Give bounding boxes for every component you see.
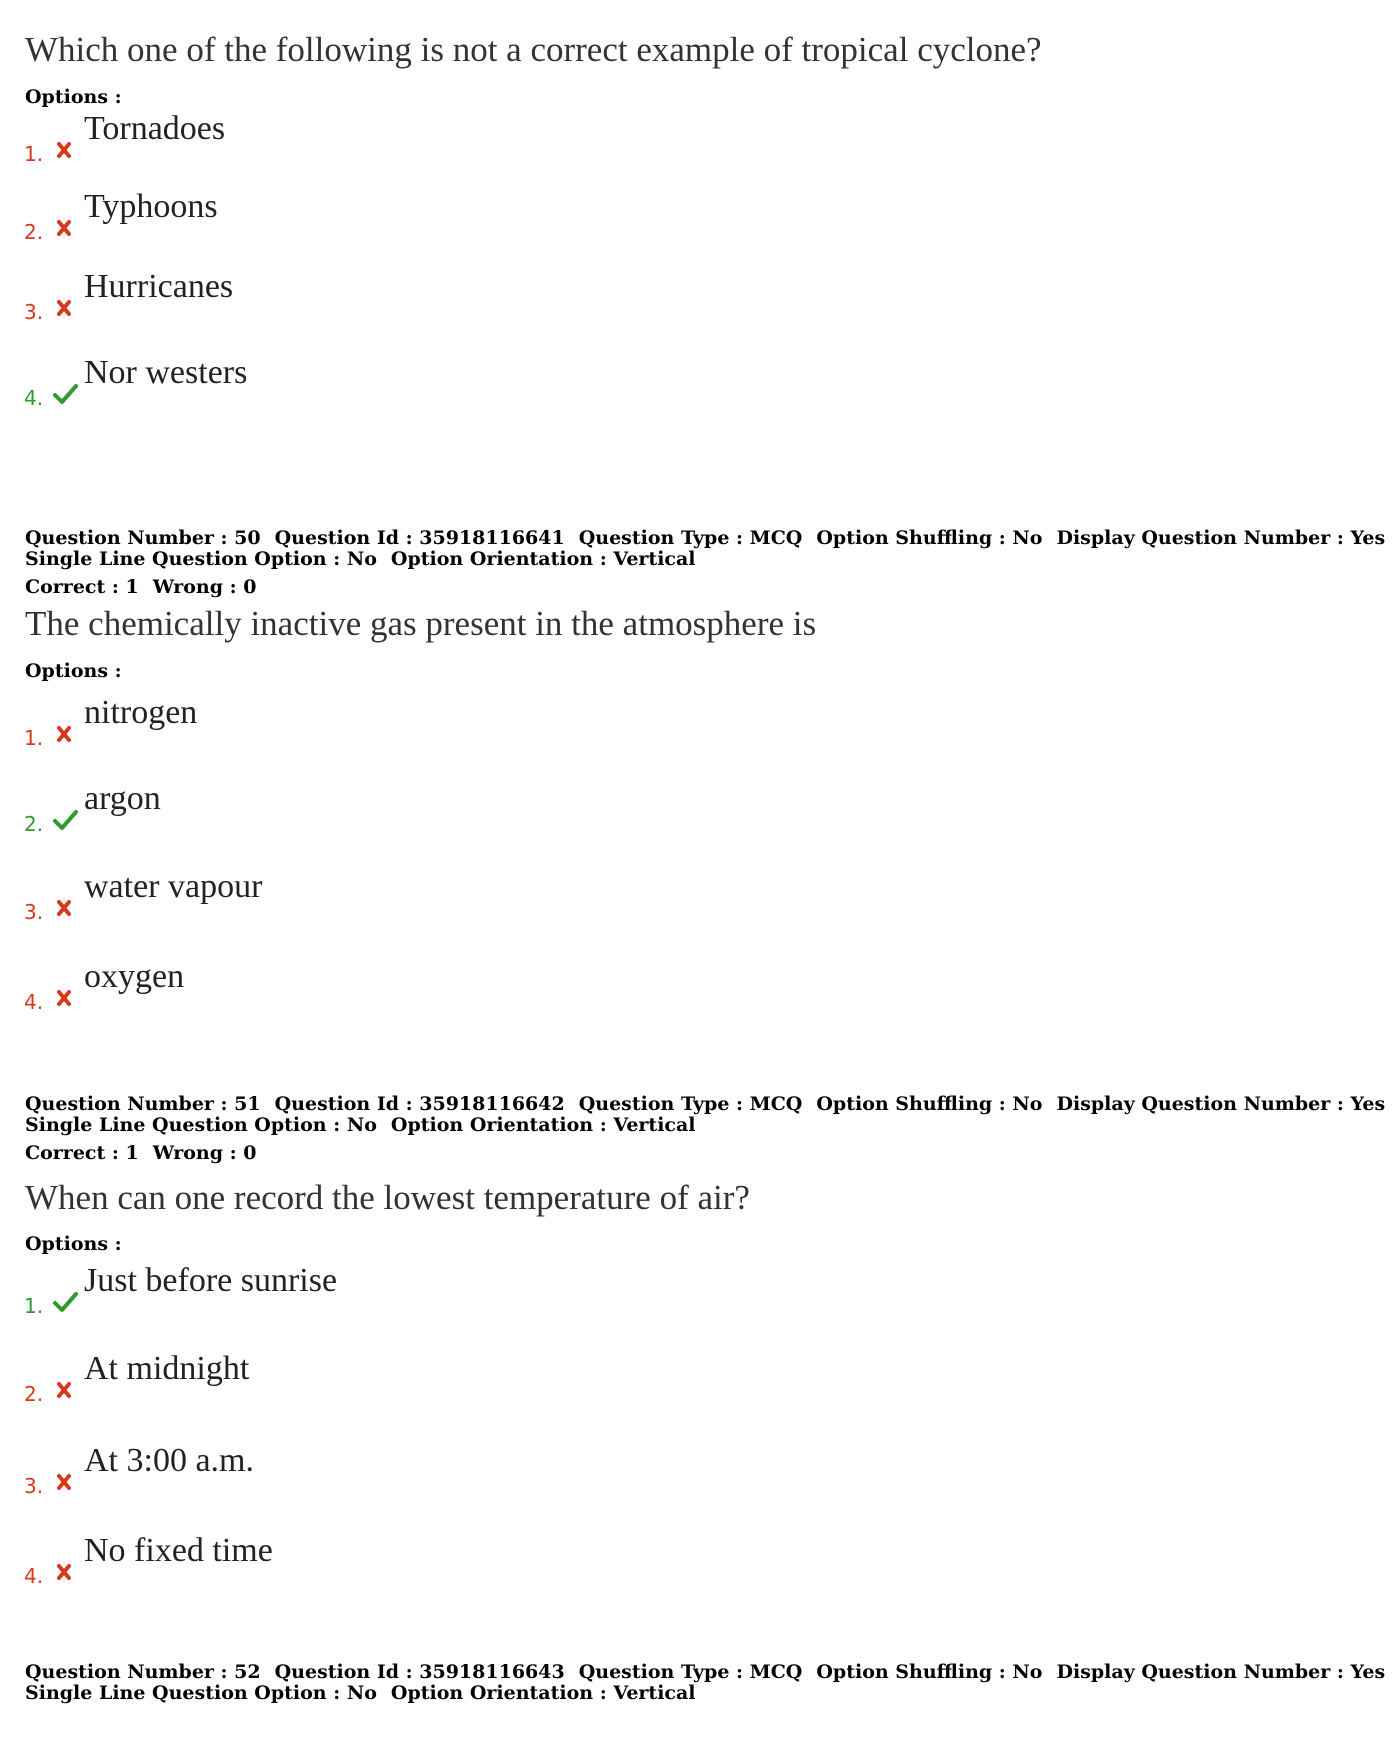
option-item bbox=[22, 868, 622, 928]
option-text: Hurricanes bbox=[84, 268, 234, 305]
option-text: nitrogen bbox=[84, 694, 198, 731]
question-type: Question Type : MCQ bbox=[578, 1661, 803, 1683]
cross-icon bbox=[52, 1470, 78, 1494]
cross-icon bbox=[52, 896, 78, 920]
question-number: Question Number : 50 bbox=[25, 527, 261, 549]
cross-icon bbox=[52, 1560, 78, 1584]
wrong-marks: Wrong : 0 bbox=[152, 1142, 257, 1164]
option-number: 3. bbox=[24, 1474, 44, 1498]
option-text: No fixed time bbox=[84, 1532, 273, 1569]
option-item bbox=[22, 188, 622, 248]
check-icon bbox=[52, 1290, 78, 1314]
option-text: At 3:00 a.m. bbox=[84, 1442, 254, 1479]
cross-icon bbox=[52, 722, 78, 746]
question-meta-line-2 bbox=[25, 549, 710, 570]
cross-icon bbox=[52, 986, 78, 1010]
question-type: Question Type : MCQ bbox=[578, 527, 803, 549]
display-question-number: Display Question Number : Yes bbox=[1056, 527, 1386, 549]
option-item bbox=[22, 354, 622, 414]
question-meta-line-1 bbox=[25, 1094, 1399, 1115]
option-shuffling: Option Shuffling : No bbox=[816, 1093, 1043, 1115]
question-type: Question Type : MCQ bbox=[578, 1093, 803, 1115]
question-number: Question Number : 52 bbox=[25, 1661, 261, 1683]
option-text: argon bbox=[84, 780, 161, 817]
single-line-option: Single Line Question Option : No bbox=[25, 1682, 377, 1704]
question-meta-line-1 bbox=[25, 1662, 1399, 1683]
option-number: 1. bbox=[24, 726, 44, 750]
option-item bbox=[22, 1350, 622, 1410]
option-orientation: Option Orientation : Vertical bbox=[390, 1682, 696, 1704]
option-number: 3. bbox=[24, 300, 44, 324]
options-label: Options : bbox=[25, 86, 122, 108]
options-label: Options : bbox=[25, 660, 122, 682]
option-shuffling: Option Shuffling : No bbox=[816, 527, 1043, 549]
option-orientation: Option Orientation : Vertical bbox=[390, 1114, 696, 1136]
question-text: The chemically inactive gas present in the atmosphere is bbox=[25, 604, 817, 643]
question-text: When can one record the lowest temperature of air? bbox=[25, 1178, 750, 1217]
check-icon bbox=[52, 808, 78, 832]
single-line-option: Single Line Question Option : No bbox=[25, 1114, 377, 1136]
option-text: Nor westers bbox=[84, 354, 248, 391]
question-meta-line-2 bbox=[25, 1115, 710, 1136]
correct-marks: Correct : 1 bbox=[25, 576, 139, 598]
option-shuffling: Option Shuffling : No bbox=[816, 1661, 1043, 1683]
option-item bbox=[22, 958, 622, 1018]
question-meta-line-2 bbox=[25, 1683, 710, 1704]
option-number: 1. bbox=[24, 1294, 44, 1318]
option-item bbox=[22, 1442, 622, 1502]
option-item bbox=[22, 1532, 622, 1592]
option-number: 2. bbox=[24, 812, 44, 836]
option-text: oxygen bbox=[84, 958, 185, 995]
option-number: 3. bbox=[24, 900, 44, 924]
marks-line bbox=[25, 1143, 270, 1164]
option-text: water vapour bbox=[84, 868, 263, 905]
question-meta-line-1 bbox=[25, 528, 1399, 549]
option-item bbox=[22, 110, 622, 170]
option-item bbox=[22, 694, 622, 754]
question-id: Question Id : 35918116641 bbox=[274, 527, 565, 549]
check-icon bbox=[52, 382, 78, 406]
option-item bbox=[22, 268, 622, 328]
option-text: Typhoons bbox=[84, 188, 218, 225]
option-text: At midnight bbox=[84, 1350, 250, 1387]
cross-icon bbox=[52, 296, 78, 320]
option-orientation: Option Orientation : Vertical bbox=[390, 548, 696, 570]
question-id: Question Id : 35918116643 bbox=[274, 1661, 565, 1683]
cross-icon bbox=[52, 1378, 78, 1402]
question-id: Question Id : 35918116642 bbox=[274, 1093, 565, 1115]
option-number: 4. bbox=[24, 990, 44, 1014]
display-question-number: Display Question Number : Yes bbox=[1056, 1661, 1386, 1683]
correct-marks: Correct : 1 bbox=[25, 1142, 139, 1164]
option-number: 1. bbox=[24, 142, 44, 166]
option-text: Just before sunrise bbox=[84, 1262, 338, 1299]
marks-line bbox=[25, 577, 270, 598]
option-number: 4. bbox=[24, 386, 44, 410]
question-number: Question Number : 51 bbox=[25, 1093, 261, 1115]
option-number: 2. bbox=[24, 1382, 44, 1406]
option-number: 2. bbox=[24, 220, 44, 244]
option-text: Tornadoes bbox=[84, 110, 226, 147]
display-question-number: Display Question Number : Yes bbox=[1056, 1093, 1386, 1115]
option-number: 4. bbox=[24, 1564, 44, 1588]
options-label: Options : bbox=[25, 1233, 122, 1255]
option-item bbox=[22, 780, 622, 840]
cross-icon bbox=[52, 216, 78, 240]
question-text: Which one of the following is not a correct example of tropical cyclone? bbox=[25, 30, 1042, 69]
single-line-option: Single Line Question Option : No bbox=[25, 548, 377, 570]
wrong-marks: Wrong : 0 bbox=[152, 576, 257, 598]
option-item bbox=[22, 1262, 622, 1322]
cross-icon bbox=[52, 138, 78, 162]
